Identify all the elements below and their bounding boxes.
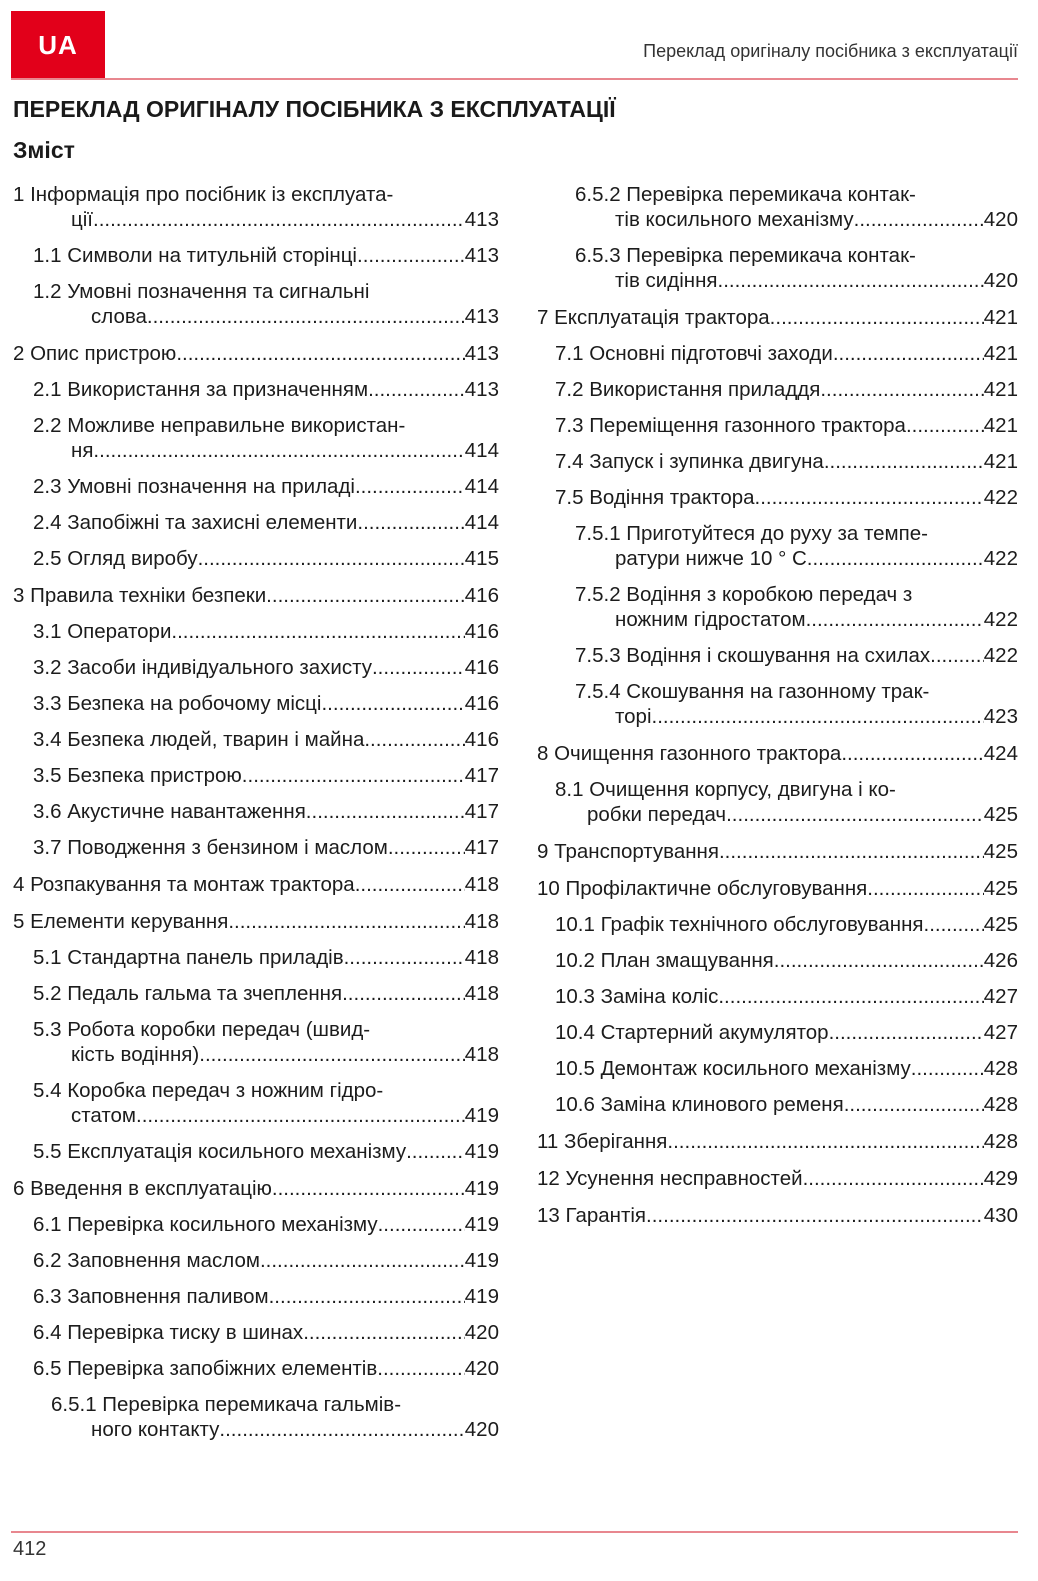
toc-page-number: 425 <box>983 877 1018 900</box>
toc-page-number: 419 <box>464 1104 499 1127</box>
toc-entry-title: 4 Розпакування та монтаж трактора <box>13 873 355 896</box>
toc-dot-leader <box>198 546 465 571</box>
toc-page-number: 420 <box>464 1357 499 1380</box>
toc-entry-title: слова <box>91 305 147 328</box>
toc-right-entry[interactable] <box>537 876 1018 901</box>
toc-left-entry[interactable] <box>13 413 499 463</box>
toc-dot-leader <box>372 655 465 680</box>
toc-page-number: 413 <box>464 305 499 328</box>
toc-entry-title-line: 7.5.2 Водіння з коробкою передач з <box>575 583 913 606</box>
toc-entry-title: 7.4 Запуск і зупинка двигуна <box>555 450 824 473</box>
toc-left-entry[interactable] <box>13 763 499 788</box>
toc-page-number: 413 <box>464 378 499 401</box>
toc-dot-leader <box>93 438 464 463</box>
toc-entry-title-line: 5.4 Коробка передач з ножним гідро- <box>33 1079 384 1102</box>
toc-left-entry[interactable] <box>13 909 499 934</box>
toc-left-entry[interactable] <box>13 1078 499 1128</box>
toc-dot-leader <box>303 1320 465 1345</box>
toc-dot-leader <box>344 945 465 970</box>
toc-entry-title-line: 2.2 Можливе неправильне використан- <box>33 414 406 437</box>
toc-entry-title: 5.5 Експлуатація косильного механізму <box>33 1140 407 1163</box>
toc-dot-leader <box>829 1020 984 1045</box>
toc-entry-title: 2.1 Використання за призначенням <box>33 378 369 401</box>
toc-dot-leader <box>806 607 984 632</box>
toc-entry-title: 10.4 Стартерний акумулятор <box>555 1021 829 1044</box>
toc-dot-leader <box>388 835 465 860</box>
toc-entry-title: 5.1 Стандартна панель приладів <box>33 946 344 969</box>
section-title: Зміст <box>13 137 75 163</box>
toc-left-entry[interactable] <box>13 691 499 716</box>
toc-dot-leader <box>342 981 465 1006</box>
language-badge: UA <box>11 11 105 80</box>
toc-page-number: 428 <box>983 1093 1018 1116</box>
toc-entry-title: ня <box>71 439 94 462</box>
toc-page-number: 417 <box>464 800 499 823</box>
toc-left-entry[interactable] <box>13 945 499 970</box>
toc-page-number: 420 <box>464 1418 499 1441</box>
toc-page-number: 425 <box>983 803 1018 826</box>
toc-page-number: 417 <box>464 764 499 787</box>
toc-right-entry[interactable] <box>537 413 1018 438</box>
toc-entry-title: 9 Транспортування <box>537 840 719 863</box>
toc-entry-title: 2 Опис пристрою <box>13 342 177 365</box>
toc-page-number: 413 <box>464 342 499 365</box>
toc-left-entry[interactable] <box>13 981 499 1006</box>
toc-entry-title: 3.4 Безпека людей, тварин і майна <box>33 728 365 751</box>
toc-entry-title: 5.2 Педаль гальма та зчеплення <box>33 982 343 1005</box>
toc-entry-title-line: 6.5.3 Перевірка перемикача контак- <box>575 244 916 267</box>
toc-right-entry[interactable] <box>537 582 1018 632</box>
toc-dot-leader <box>719 839 984 864</box>
toc-page-number: 416 <box>464 620 499 643</box>
toc-dot-leader <box>176 341 464 366</box>
toc-dot-leader <box>242 763 465 788</box>
toc-entry-title: 2.5 Огляд виробу <box>33 547 198 570</box>
toc-entry-title: 3.3 Безпека на робочому місці <box>33 692 322 715</box>
toc-right-entry[interactable] <box>537 182 1018 232</box>
toc-page-number: 421 <box>983 378 1018 401</box>
toc-left-entry[interactable] <box>13 279 499 329</box>
toc-entry-title: 7.5 Водіння трактора <box>555 486 755 509</box>
toc-dot-leader <box>755 485 984 510</box>
toc-dot-leader <box>718 984 983 1009</box>
toc-dot-leader <box>219 1417 464 1442</box>
toc-entry-title: 3 Правила техніки безпеки <box>13 584 267 607</box>
toc-page-number: 417 <box>464 836 499 859</box>
toc-dot-leader <box>266 583 465 608</box>
toc-page-number: 420 <box>983 269 1018 292</box>
toc-entry-title: 7.1 Основні підготовчі заходи <box>555 342 833 365</box>
toc-page-number: 425 <box>983 840 1018 863</box>
toc-left-entry[interactable] <box>13 872 499 897</box>
toc-right-entry[interactable] <box>537 1092 1018 1117</box>
toc-entry-title: кість водіння) <box>71 1043 200 1066</box>
toc-dot-leader <box>646 1203 984 1228</box>
toc-right-entry[interactable] <box>537 1020 1018 1045</box>
toc-column-left <box>13 182 499 1442</box>
toc-page-number: 419 <box>464 1140 499 1163</box>
toc-right-entry[interactable] <box>537 643 1018 668</box>
toc-entry-title: 6.4 Перевірка тиску в шинах <box>33 1321 304 1344</box>
toc-entry-title: 2.4 Запобіжні та захисні елементи <box>33 511 358 534</box>
toc-right-entry[interactable] <box>537 1129 1018 1154</box>
toc-right-entry[interactable] <box>537 449 1018 474</box>
toc-entry-title-line: 6.5.2 Перевірка перемикача контак- <box>575 183 916 206</box>
toc-entry-title-line: 1.2 Умовні позначення та сигнальні <box>33 280 370 303</box>
toc-right-entry[interactable] <box>537 948 1018 973</box>
toc-left-entry[interactable] <box>13 546 499 571</box>
toc-dot-leader <box>269 1284 465 1309</box>
toc-page-number: 421 <box>983 450 1018 473</box>
toc-page-number: 415 <box>464 547 499 570</box>
toc-entry-title: 7.3 Переміщення газонного трактора <box>555 414 906 437</box>
toc-page-number: 416 <box>464 692 499 715</box>
header-divider <box>11 78 1018 80</box>
toc-dot-leader <box>803 1166 984 1191</box>
toc-dot-leader <box>841 741 983 766</box>
toc-dot-leader <box>377 1356 465 1381</box>
toc-right-entry[interactable] <box>537 341 1018 366</box>
toc-entry-title-line: 7.5.4 Скошування на газонному трак- <box>575 680 930 703</box>
toc-left-entry[interactable] <box>13 1212 499 1237</box>
toc-right-entry[interactable] <box>537 679 1018 729</box>
footer-divider <box>11 1531 1018 1533</box>
toc-dot-leader <box>378 1212 465 1237</box>
toc-dot-leader <box>854 207 984 232</box>
toc-page-number: 422 <box>983 486 1018 509</box>
toc-page-number: 422 <box>983 547 1018 570</box>
toc-page-number: 422 <box>983 608 1018 631</box>
toc-page-number: 420 <box>983 208 1018 231</box>
toc-entry-title-line: 6.5.1 Перевірка перемикача гальмів- <box>51 1393 402 1416</box>
toc-right-entry[interactable] <box>537 777 1018 827</box>
toc-entry-title: 3.2 Засоби індивідуального захисту <box>33 656 372 679</box>
toc-left-entry[interactable] <box>13 835 499 860</box>
toc-entry-title: 2.3 Умовні позначення на приладі <box>33 475 355 498</box>
toc-right-entry[interactable] <box>537 377 1018 402</box>
toc-left-entry[interactable] <box>13 1356 499 1381</box>
toc-page-number: 418 <box>464 946 499 969</box>
toc-right-entry[interactable] <box>537 1203 1018 1228</box>
toc-entry-title: ції <box>71 208 93 231</box>
toc-right-entry[interactable] <box>537 741 1018 766</box>
toc-page-number: 420 <box>464 1321 499 1344</box>
toc-dot-leader <box>306 799 465 824</box>
toc-left-entry[interactable] <box>13 341 499 366</box>
toc-entry-title: 3.6 Акустичне навантаження <box>33 800 306 823</box>
toc-page-number: 418 <box>464 910 499 933</box>
toc-entry-title: 5 Елементи керування <box>13 910 229 933</box>
toc-page-number: 418 <box>464 1043 499 1066</box>
toc-left-entry[interactable] <box>13 1017 499 1067</box>
toc-dot-leader <box>260 1248 465 1273</box>
toc-column-right <box>537 182 1018 1228</box>
toc-page-number: 428 <box>983 1130 1018 1153</box>
toc-page-number: 414 <box>464 511 499 534</box>
toc-entry-title: 10.2 План змащування <box>555 949 774 972</box>
toc-entry-title: 6.3 Заповнення паливом <box>33 1285 269 1308</box>
toc-page-number: 428 <box>983 1057 1018 1080</box>
toc-entry-title: ного контакту <box>91 1418 220 1441</box>
toc-left-entry[interactable] <box>13 377 499 402</box>
toc-page-number: 427 <box>983 985 1018 1008</box>
toc-dot-leader <box>357 243 465 268</box>
toc-page-number: 419 <box>464 1213 499 1236</box>
toc-page-number: 413 <box>464 208 499 231</box>
toc-left-entry[interactable] <box>13 1392 499 1442</box>
toc-right-entry[interactable] <box>537 485 1018 510</box>
toc-entry-title-line: 7.5.1 Приготуйтеся до руху за темпе- <box>575 522 928 545</box>
toc-dot-leader <box>272 1176 465 1201</box>
toc-page-number: 416 <box>464 584 499 607</box>
toc-dot-leader <box>824 449 984 474</box>
toc-left-entry[interactable] <box>13 1320 499 1345</box>
toc-entry-title: тів косильного механізму <box>615 208 854 231</box>
toc-dot-leader <box>924 912 984 937</box>
toc-entry-title: 10 Профілактичне обслуговування <box>537 877 868 900</box>
toc-dot-leader <box>726 802 984 827</box>
toc-left-entry[interactable] <box>13 1284 499 1309</box>
toc-page-number: 422 <box>983 644 1018 667</box>
toc-page-number: 427 <box>983 1021 1018 1044</box>
toc-right-entry[interactable] <box>537 305 1018 330</box>
toc-entry-title: 6.2 Заповнення маслом <box>33 1249 260 1272</box>
toc-entry-title-line: 5.3 Робота коробки передач (швид- <box>33 1018 371 1041</box>
toc-page-number: 414 <box>464 475 499 498</box>
toc-left-entry[interactable] <box>13 510 499 535</box>
toc-entry-title: 6.5 Перевірка запобіжних елементів <box>33 1357 378 1380</box>
toc-entry-title: 7.5.3 Водіння і скошування на схилах <box>575 644 931 667</box>
toc-entry-title: 8 Очищення газонного трактора <box>537 742 842 765</box>
toc-page-number: 423 <box>983 705 1018 728</box>
toc-left-entry[interactable] <box>13 619 499 644</box>
toc-left-entry[interactable] <box>13 1176 499 1201</box>
toc-dot-leader <box>357 510 464 535</box>
toc-entry-title: ратури нижче 10 ° C <box>615 547 807 570</box>
toc-page-number: 416 <box>464 656 499 679</box>
toc-left-entry[interactable] <box>13 799 499 824</box>
toc-entry-title-line: 1 Інформація про посібник із експлуата- <box>13 183 394 206</box>
toc-left-entry[interactable] <box>13 1248 499 1273</box>
toc-dot-leader <box>368 377 465 402</box>
toc-dot-leader <box>667 1129 983 1154</box>
toc-dot-leader <box>321 691 464 716</box>
toc-left-entry[interactable] <box>13 727 499 752</box>
toc-dot-leader <box>774 948 984 973</box>
toc-page-number: 421 <box>983 414 1018 437</box>
toc-right-entry[interactable] <box>537 839 1018 864</box>
toc-page-number: 416 <box>464 728 499 751</box>
toc-entry-title: тів сидіння <box>615 269 718 292</box>
toc-entry-title: 12 Усунення несправностей <box>537 1167 803 1190</box>
toc-dot-leader <box>911 1056 984 1081</box>
running-header: Переклад оригіналу посібника з експлуатації <box>643 41 1018 61</box>
toc-page-number: 414 <box>464 439 499 462</box>
toc-entry-title: 10.5 Демонтаж косильного механізму <box>555 1057 911 1080</box>
toc-right-entry[interactable] <box>537 1056 1018 1081</box>
toc-page-number: 425 <box>983 913 1018 936</box>
toc-dot-leader <box>406 1139 465 1164</box>
toc-entry-title: 13 Гарантія <box>537 1204 647 1227</box>
toc-dot-leader <box>171 619 464 644</box>
toc-right-entry[interactable] <box>537 521 1018 571</box>
toc-right-entry[interactable] <box>537 984 1018 1009</box>
toc-page-number: 419 <box>464 1177 499 1200</box>
toc-page-number: 421 <box>983 306 1018 329</box>
toc-dot-leader <box>228 909 464 934</box>
toc-page-number: 421 <box>983 342 1018 365</box>
toc-entry-title: 10.6 Заміна клинового ременя <box>555 1093 844 1116</box>
toc-page-number: 418 <box>464 873 499 896</box>
toc-entry-title: 10.1 Графік технічного обслуговування <box>555 913 924 936</box>
toc-entry-title: 10.3 Заміна коліс <box>555 985 719 1008</box>
toc-page-number: 429 <box>983 1167 1018 1190</box>
page-title: ПЕРЕКЛАД ОРИГІНАЛУ ПОСІБНИКА З ЕКСПЛУАТАЦІЇ <box>13 96 616 122</box>
toc-entry-title: 7 Експлуатація трактора <box>537 306 770 329</box>
toc-dot-leader <box>867 876 984 901</box>
toc-entry-title: 6.1 Перевірка косильного механізму <box>33 1213 378 1236</box>
toc-dot-leader <box>199 1042 465 1067</box>
toc-dot-leader <box>906 413 984 438</box>
toc-page-number: 426 <box>983 949 1018 972</box>
toc-entry-title: торі <box>615 705 652 728</box>
toc-dot-leader <box>820 377 983 402</box>
toc-entry-title: 1.1 Символи на титульній сторінці <box>33 244 357 267</box>
toc-dot-leader <box>833 341 984 366</box>
toc-page-number: 419 <box>464 1285 499 1308</box>
toc-dot-leader <box>844 1092 984 1117</box>
toc-left-entry[interactable] <box>13 655 499 680</box>
toc-entry-title: 11 Зберігання <box>537 1130 668 1153</box>
toc-entry-title: статом <box>71 1104 137 1127</box>
toc-dot-leader <box>136 1103 465 1128</box>
toc-page-number: 419 <box>464 1249 499 1272</box>
toc-page-number: 418 <box>464 982 499 1005</box>
toc-entry-title: ножним гідростатом <box>615 608 806 631</box>
toc-dot-leader <box>355 872 465 897</box>
toc-page-number: 413 <box>464 244 499 267</box>
toc-dot-leader <box>93 207 465 232</box>
toc-right-entry[interactable] <box>537 912 1018 937</box>
toc-left-entry[interactable] <box>13 1139 499 1164</box>
page-number: 412 <box>13 1538 47 1560</box>
toc-left-entry[interactable] <box>13 243 499 268</box>
toc-dot-leader <box>807 546 984 571</box>
toc-dot-leader <box>718 268 984 293</box>
toc-right-entry[interactable] <box>537 243 1018 293</box>
toc-dot-leader <box>770 305 984 330</box>
toc-dot-leader <box>930 643 984 668</box>
toc-left-entry[interactable] <box>13 583 499 608</box>
toc-page-number: 424 <box>983 742 1018 765</box>
toc-entry-title: 3.5 Безпека пристрою <box>33 764 242 787</box>
toc-entry-title-line: 8.1 Очищення корпусу, двигуна і ко- <box>555 778 896 801</box>
toc-entry-title: 3.7 Поводження з бензином і маслом <box>33 836 388 859</box>
toc-page-number: 430 <box>983 1204 1018 1227</box>
toc-entry-title: 3.1 Оператори <box>33 620 172 643</box>
toc-entry-title: 7.2 Використання приладдя <box>555 378 821 401</box>
toc-dot-leader <box>364 727 464 752</box>
toc-entry-title: 6 Введення в експлуатацію <box>13 1177 272 1200</box>
toc-left-entry[interactable] <box>13 182 499 232</box>
toc-dot-leader <box>652 704 984 729</box>
toc-entry-title: робки передач <box>587 803 727 826</box>
toc-right-entry[interactable] <box>537 1166 1018 1191</box>
toc-dot-leader <box>355 474 465 499</box>
toc-dot-leader <box>147 304 465 329</box>
toc-left-entry[interactable] <box>13 474 499 499</box>
